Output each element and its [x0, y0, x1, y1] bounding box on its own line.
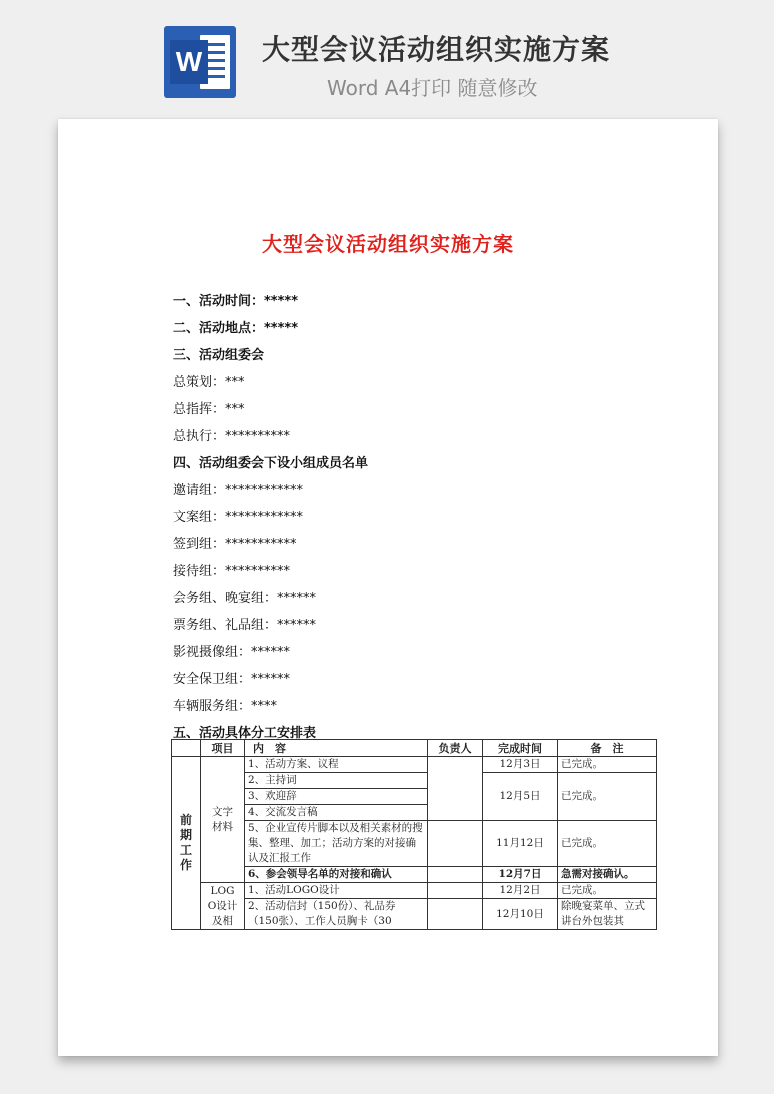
header-subtitle: Word A4打印 随意修改 — [327, 76, 538, 100]
owner-cell — [428, 899, 483, 930]
document-page — [58, 119, 718, 1056]
body-line: 签到组：*********** — [173, 537, 297, 552]
date-cell: 12月3日 — [483, 757, 558, 773]
body-line: 总指挥：*** — [173, 402, 245, 417]
body-line: 安全保卫组：****** — [173, 672, 291, 687]
content-cell: 3、欢迎辞 — [245, 789, 428, 805]
header-project: 项目 — [201, 740, 245, 757]
body-line: 五、活动具体分工安排表 — [173, 726, 317, 741]
owner-cell — [428, 867, 483, 883]
body-line: 总策划：*** — [173, 375, 245, 390]
table-row — [172, 773, 657, 789]
body-line: 邀请组：************ — [173, 483, 304, 498]
header-title: 大型会议活动组织实施方案 — [262, 33, 611, 66]
body-line: 一、活动时间：***** — [173, 294, 298, 309]
content-cell: 2、活动信封（150份）、礼品券（150张）、工作人员胸卡（30 — [245, 899, 428, 930]
body-line: 接待组：********** — [173, 564, 291, 579]
date-cell: 12月7日 — [483, 867, 558, 883]
body-line: 票务组、礼品组：****** — [173, 618, 317, 633]
body-line: 车辆服务组：**** — [173, 699, 278, 714]
owner-cell — [428, 821, 483, 867]
word-icon — [164, 26, 236, 98]
note-cell: 急需对接确认。 — [558, 867, 657, 883]
content-cell: 1、活动LOGO设计 — [245, 883, 428, 899]
schedule-table — [171, 739, 657, 930]
group-label: 文字材料 — [212, 805, 233, 833]
note-cell: 已完成。 — [558, 757, 657, 773]
body-line: 四、活动组委会下设小组成员名单 — [173, 456, 369, 471]
date-cell: 12月2日 — [483, 883, 558, 899]
date-cell: 12月5日 — [483, 773, 558, 821]
word-letter: W — [170, 40, 208, 84]
body-line: 三、活动组委会 — [173, 348, 265, 363]
content-cell: 1、活动方案、议程 — [245, 757, 428, 773]
content-cell: 4、交流发言稿 — [245, 805, 428, 821]
page-header — [0, 0, 774, 110]
note-cell: 除晚宴菜单、立式讲台外包装其 — [558, 899, 657, 930]
date-cell: 12月10日 — [483, 899, 558, 930]
table-row — [172, 757, 657, 773]
note-cell: 已完成。 — [558, 883, 657, 899]
document-body — [173, 288, 368, 747]
group-label: LOGO设计及相 — [207, 884, 238, 927]
owner-cell — [428, 883, 483, 899]
date-cell: 11月12日 — [483, 821, 558, 867]
phase-cell — [172, 757, 201, 930]
content-cell: 5、企业宣传片脚本以及相关素材的搜集、整理、加工；活动方案的对接确认及汇报工作 — [245, 821, 428, 867]
body-line: 文案组：************ — [173, 510, 304, 525]
header-content: 内 容 — [245, 740, 428, 757]
phase-label: 前期工作 — [179, 813, 192, 872]
group-cell-text — [201, 757, 245, 883]
table-header-row — [172, 740, 657, 757]
header-date: 完成时间 — [483, 740, 558, 757]
group-cell-logo — [201, 883, 245, 930]
content-cell: 6、参会领导名单的对接和确认 — [245, 867, 428, 883]
body-line: 总执行：********** — [173, 429, 291, 444]
header-owner: 负责人 — [428, 740, 483, 757]
table-row — [172, 867, 657, 883]
table-row — [172, 821, 657, 867]
header-note: 备 注 — [558, 740, 657, 757]
body-line: 二、活动地点：***** — [173, 321, 298, 336]
owner-cell — [428, 757, 483, 821]
table-row — [172, 883, 657, 899]
document-title: 大型会议活动组织实施方案 — [262, 232, 514, 256]
body-line: 会务组、晚宴组：****** — [173, 591, 317, 606]
body-line: 影视摄像组：****** — [173, 645, 291, 660]
note-cell: 已完成。 — [558, 773, 657, 821]
content-cell: 2、主持词 — [245, 773, 428, 789]
note-cell: 已完成。 — [558, 821, 657, 867]
